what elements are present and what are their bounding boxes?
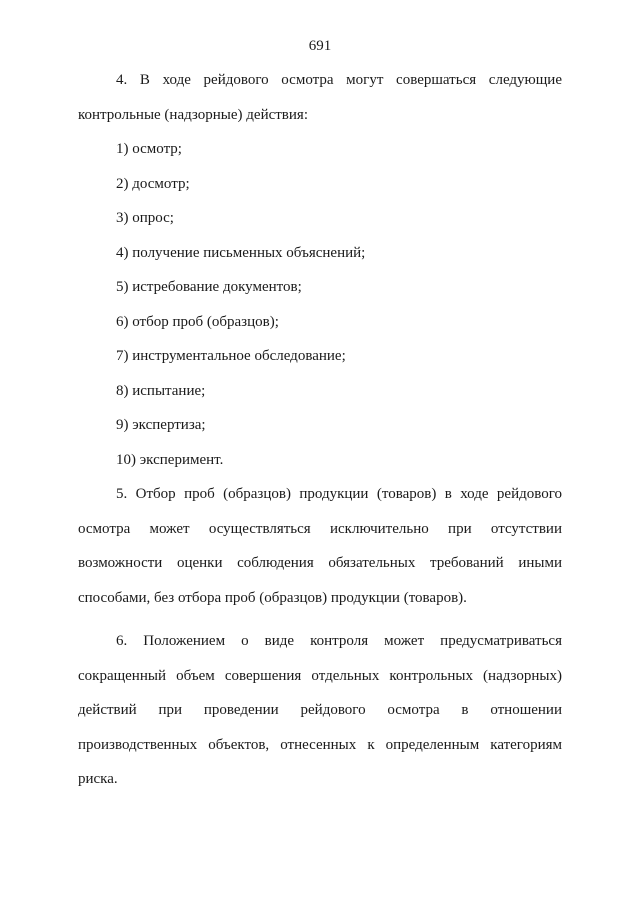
list-item: 10) эксперимент. — [116, 451, 224, 468]
list-item: 4) получение письменных объяснений; — [116, 244, 366, 261]
list-item: 5) истребование документов; — [116, 279, 302, 295]
list-item: 6) отбор проб (образцов); — [116, 313, 279, 330]
paragraph-4-line-2: контрольные (надзорные) действия: — [78, 106, 308, 123]
list-item: 8) испытание; — [116, 382, 206, 399]
list-item: 2) досмотр; — [116, 175, 190, 192]
paragraph-6-line-3: действий при проведении рейдового осмотра в отношении — [78, 702, 562, 718]
paragraph-5-line-4: способами, без отбора проб (образцов) продукции (товаров). — [78, 589, 467, 606]
list-item: 9) экспертиза; — [116, 417, 206, 433]
paragraph-6-line-4: производственных объектов, отнесенных к определенным категориям — [78, 736, 562, 753]
list-item: 7) инструментальное обследование; — [116, 348, 346, 364]
list-item: 3) опрос; — [116, 210, 174, 226]
paragraph-5-line-1: 5. Отбор проб (образцов) продукции (товаров) в ходе рейдового — [116, 486, 562, 502]
page-number: 691 — [308, 38, 332, 54]
paragraph-5-line-2: осмотра может осуществляться исключительно при отсутствии — [78, 520, 562, 537]
document-body — [78, 70, 562, 804]
paragraph-spacer — [78, 622, 562, 631]
paragraph-5-line-3: возможности оценки соблюдения обязательных требований иными — [78, 555, 562, 571]
paragraph-6-line-5: риска. — [78, 771, 118, 787]
paragraph-6-line-2: сокращенный объем совершения отдельных контрольных (надзорных) — [78, 667, 562, 684]
list-item: 1) осмотр; — [116, 141, 182, 157]
paragraph-4-line-1: 4. В ходе рейдового осмотра могут совершаться следующие — [116, 72, 562, 88]
paragraph-6-line-1: 6. Положением о виде контроля может предусматриваться — [116, 633, 562, 649]
